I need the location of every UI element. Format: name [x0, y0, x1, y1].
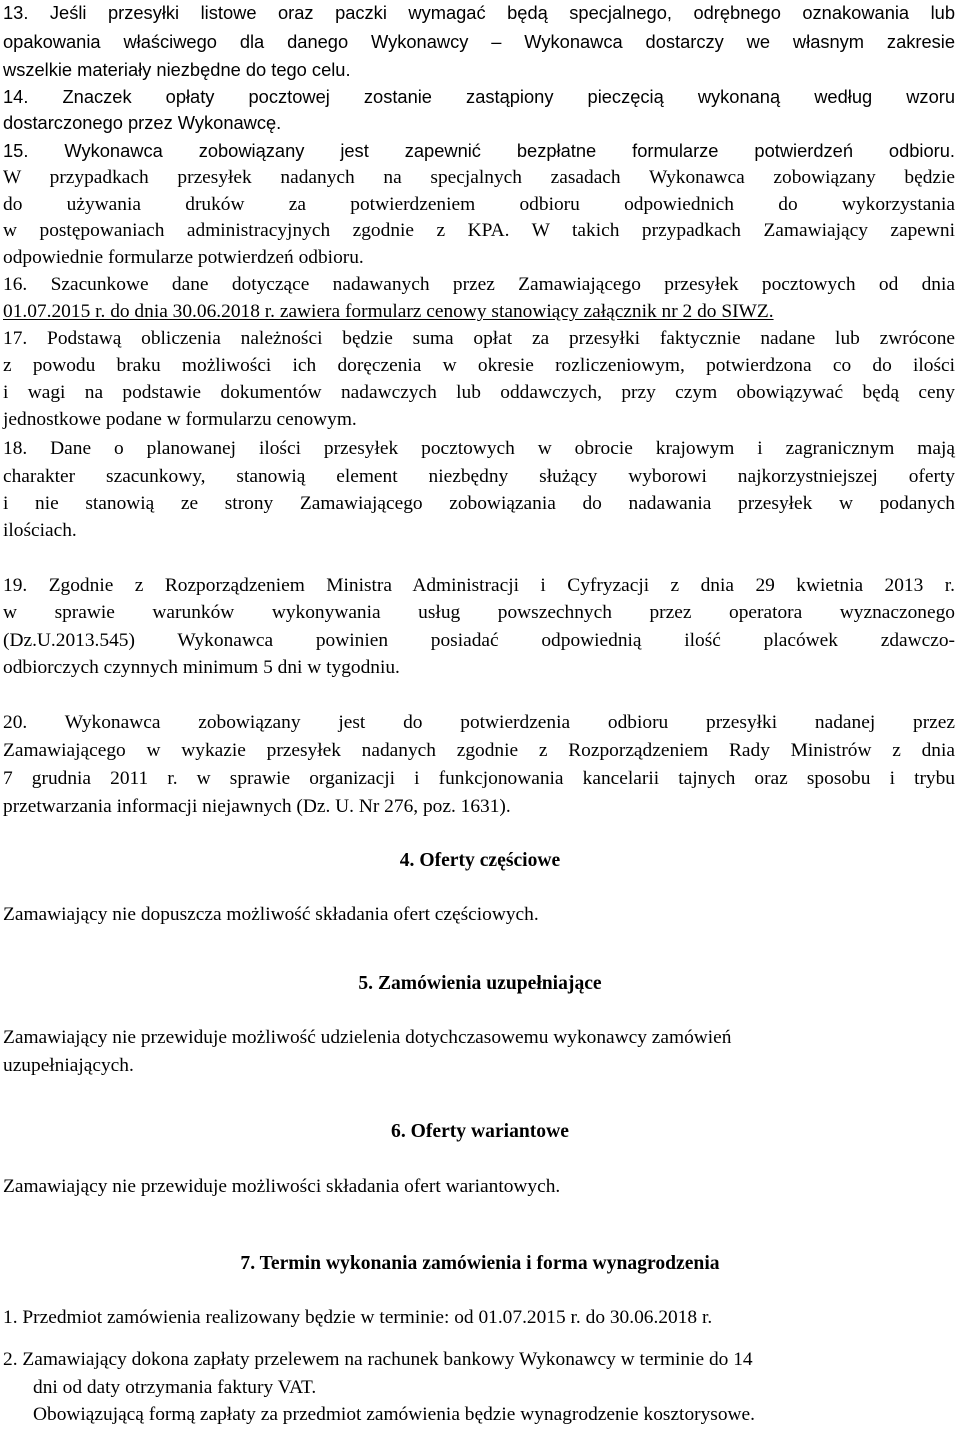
paragraph-17-line-2: z powodu braku możliwości ich doręczenia w okresie rozliczeniowym, potwierdzona co do ilości — [3, 355, 955, 376]
section-4-text: Zamawiający nie dopuszcza możliwość składania ofert częściowych. — [3, 904, 539, 925]
section-4-heading: 4. Oferty częściowe — [399, 850, 561, 871]
paragraph-16-line-1: 16. Szacunkowe dane dotyczące nadawanych przez Zamawiającego przesyłek pocztowych od dnia — [3, 274, 955, 295]
paragraph-17-line-1: 17. Podstawą obliczenia należności będzie suma opłat za przesyłki faktycznie nadane lub zwrócone — [3, 328, 955, 349]
section-7-item-2-line-3: Obowiązującą formą zapłaty za przedmiot zamówienia będzie wynagrodzenie kosztorysowe. — [33, 1404, 755, 1425]
section-5-heading: 5. Zamówienia uzupełniające — [358, 973, 602, 994]
section-7-item-2-line-2: dni od daty otrzymania faktury VAT. — [33, 1377, 317, 1398]
section-6-heading: 6. Oferty wariantowe — [391, 1121, 569, 1142]
paragraph-14-line-1: 14. Znaczek opłaty pocztowej zostanie zastąpiony pieczęcią wykonaną według wzoru — [3, 86, 955, 107]
paragraph-19-line-2: w sprawie warunków wykonywania usług powszechnych przez operatora wyznaczonego — [3, 602, 955, 623]
section-6-text: Zamawiający nie przewiduje możliwości składania ofert wariantowych. — [3, 1176, 561, 1197]
paragraph-15-line-1: 15. Wykonawca zobowiązany jest zapewnić bezpłatne formularze potwierdzeń odbioru. — [3, 140, 955, 161]
paragraph-13-line-1: 13. Jeśli przesyłki listowe oraz paczki wymagać będą specjalnego, odrębnego oznakowania lub — [3, 2, 955, 23]
paragraph-14-line-2: dostarczonego przez Wykonawcę. — [3, 112, 282, 133]
paragraph-20-line-3: 7 grudnia 2011 r. w sprawie organizacji i funkcjonowania kancelarii tajnych oraz sposobu i trybu — [3, 768, 955, 789]
paragraph-18-line-4: ilościach. — [3, 520, 77, 541]
paragraph-20-line-2: Zamawiającego w wykazie przesyłek nadanych zgodnie z Rozporządzeniem Rady Ministrów z dnia — [3, 740, 955, 761]
paragraph-15-line-2: W przypadkach przesyłek nadanych na specjalnych zasadach Wykonawca zobowiązany będzie — [3, 167, 955, 188]
paragraph-16-line-2: 01.07.2015 r. do dnia 30.06.2018 r. zawiera formularz cenowy stanowiący załącznik nr 2 do SIWZ. — [3, 301, 774, 322]
paragraph-18-line-2: charakter szacunkowy, stanowią element niezbędny służący wyborowi najkorzystniejszej oferty — [3, 466, 955, 487]
paragraph-17-line-4: jednostkowe podane w formularzu cenowym. — [3, 409, 357, 430]
section-5-text-line-2: uzupełniających. — [3, 1055, 134, 1076]
paragraph-15-line-3: do używania druków za potwierdzeniem odbioru odpowiednich do wykorzystania — [3, 194, 955, 215]
paragraph-15-line-4: w postępowaniach administracyjnych zgodnie z KPA. W takich przypadkach Zamawiający zapewni — [3, 220, 955, 241]
section-7-item-1: 1. Przedmiot zamówienia realizowany będzie w terminie: od 01.07.2015 r. do 30.06.2018 r. — [3, 1307, 713, 1328]
paragraph-20-line-4: przetwarzania informacji niejawnych (Dz. U. Nr 276, poz. 1631). — [3, 796, 511, 817]
section-7-item-2-line-1: 2. Zamawiający dokona zapłaty przelewem na rachunek bankowy Wykonawcy w terminie do 14 — [3, 1349, 753, 1370]
paragraph-18-line-1: 18. Dane o planowanej ilości przesyłek pocztowych w obrocie krajowym i zagranicznym mają — [3, 438, 955, 459]
paragraph-17-line-3: i wagi na podstawie dokumentów nadawczych lub oddawczych, przy czym obowiązywać będą ceny — [3, 382, 955, 403]
section-7-heading: 7. Termin wykonania zamówienia i forma wynagrodzenia — [240, 1253, 720, 1274]
paragraph-19-line-1: 19. Zgodnie z Rozporządzeniem Ministra Administracji i Cyfryzacji z dnia 29 kwietnia 2013 r. — [3, 575, 955, 596]
paragraph-19-line-4: odbiorczych czynnych minimum 5 dni w tygodniu. — [3, 657, 400, 678]
paragraph-20-line-1: 20. Wykonawca zobowiązany jest do potwierdzenia odbioru przesyłki nadanej przez — [3, 712, 955, 733]
paragraph-13-line-2: opakowania właściwego dla danego Wykonawcy – Wykonawca dostarczy we własnym zakresie — [3, 31, 955, 52]
paragraph-18-line-3: i nie stanowią ze strony Zamawiającego zobowiązania do nadawania przesyłek w podanych — [3, 493, 955, 514]
paragraph-13-line-3: wszelkie materiały niezbędne do tego celu. — [3, 59, 351, 80]
paragraph-19-line-3: (Dz.U.2013.545) Wykonawca powinien posiadać odpowiednią ilość placówek zdawczo- — [3, 630, 955, 651]
paragraph-15-line-5: odpowiednie formularze potwierdzeń odbioru. — [3, 247, 364, 268]
section-5-text-line-1: Zamawiający nie przewiduje możliwość udzielenia dotychczasowemu wykonawcy zamówień — [3, 1027, 732, 1048]
